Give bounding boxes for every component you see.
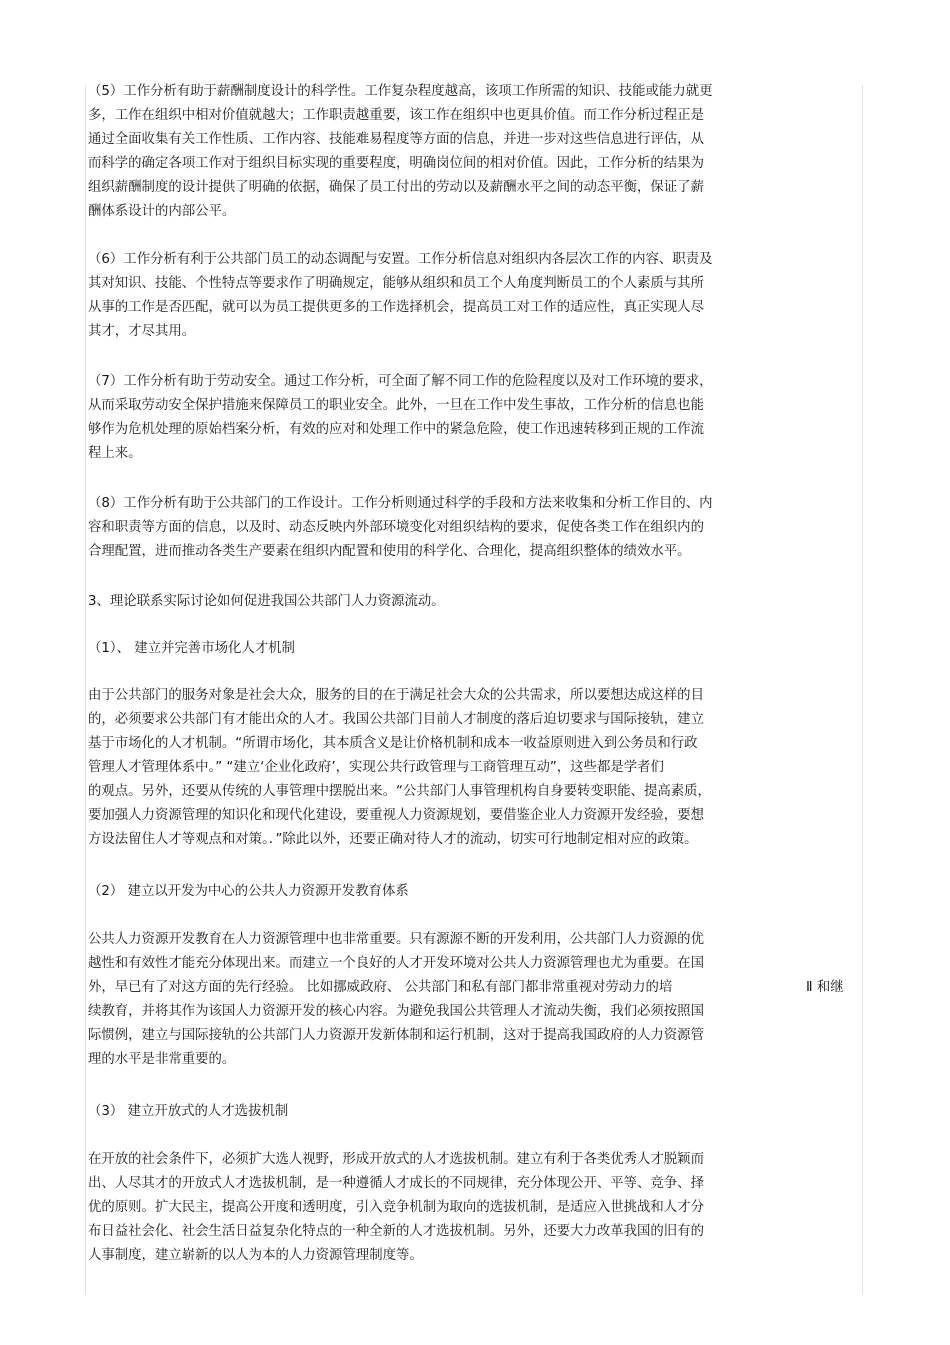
text-line: 管理人才管理体系中。” “建立‘企业化政府’，实现公共行政管理与工商管理互动”，这些都是学者们 [88,760,664,775]
text-line: 越性和有效性才能充分体现出来。而建立一个良好的人才开发环境对公共人力资源管理也尤为重要。在国 [88,956,704,971]
text-line: 理的水平是非常重要的。 [88,1052,236,1067]
paragraph-item-6 [88,248,798,344]
text-line: 其才，才尽其用。 [88,324,196,339]
page-left-border [85,85,86,1295]
text-line: 通过全面收集有关工作性质、工作内容、技能难易程度等方面的信息，并进一步对这些信息进行评估，从 [88,132,704,147]
section-heading-1 [88,637,798,661]
section-body-1 [88,684,798,852]
paragraph-item-7 [88,370,798,466]
text-line: 外，早已有了对这方面的先行经验。 比如挪威政府、 公共部门和私有部门都非常重视对劳动力的培 [88,980,673,995]
text-line: 合理配置，进而推动各类生产要素在组织内配置和使用的科学化、合理化，提高组织整体的绩效水平。 [88,544,691,559]
text-line: 方设法留住人才等观点和对策。．”除此以外，还要正确对待人才的流动，切实可行地制定相对应的政策。 [88,832,698,847]
text-line: （8）工作分析有助于公共部门的工作设计。工作分析则通过科学的手段和方法来收集和分析工作目的、内 [88,496,713,511]
text-line: （5）工作分析有助于薪酬制度设计的科学性。工作复杂程度越高，该项工作所需的知识、技能或能力就更 [88,84,713,99]
text-line: 优的原则。扩大民主，提高公开度和透明度，引入竞争机制为取向的选拔机制，是适应入世挑战和人才分 [88,1200,704,1215]
text-line: 的，必须要求公共部门有才能出众的人才。我国公共部门目前人才制度的落后迫切要求与国际接轨，建立 [88,712,704,727]
text-line: 际惯例，建立与国际接轨的公共部门人力资源开发新体制和运行机制，这对于提高我国政府的人力资源管 [88,1028,704,1043]
section-body-2 [88,928,798,1072]
text-line: （1）、 建立并完善市场化人才机制 [88,641,295,656]
text-line: 组织薪酬制度的设计提供了明确的依据，确保了员工付出的劳动以及薪酬水平之间的动态平衡，保证了薪 [88,180,704,195]
page-right-border [862,85,863,1295]
text-line: 出、人尽其才的开放式人才选拔机制，是一种遵循人才成长的不同规律，充分体现公开、平等、竞争、择 [88,1176,704,1191]
text-line: 的观点。另外，还要从传统的人事管理中摆脱出来。“公共部门人事管理机构自身要转变职能、提高素质， [88,784,711,799]
text-line: 在开放的社会条件下，必须扩大选人视野，形成开放式的人才选拔机制。建立有利于各类优秀人才脱颖而 [88,1152,704,1167]
text-line: 多，工作在组织中相对价值就越大；工作职责越重要，该工作在组织中也更具价值。而工作分析过程正是 [88,108,704,123]
text-line: （6）工作分析有利于公共部门员工的动态调配与安置。工作分析信息对组织内各层次工作的内容、职责及 [88,252,713,267]
paragraph-item-8 [88,492,798,564]
text-line: 人事制度，建立崭新的以人为本的人力资源管理制度等。 [88,1248,423,1263]
text-line: 布日益社会化、社会生活日益复杂化特点的一种全新的人才选拔机制。另外，还要大力改革我国的旧有的 [88,1224,704,1239]
text-line: 从而采取劳动安全保护措施来保障员工的职业安全。此外，一旦在工作中发生事故，工作分析的信息也能 [88,398,704,413]
text-line: 续教育，并将其作为该国人力资源开发的核心内容。为避免我国公共管理人才流动失衡，我们必须按照国 [88,1004,704,1019]
text-line: 公共人力资源开发教育在人力资源管理中也非常重要。只有源源不断的开发利用，公共部门人力资源的优 [88,932,704,947]
paragraph-item-5 [88,80,798,224]
text-line: （7）工作分析有助于劳动安全。通过工作分析，可全面了解不同工作的危险程度以及对工作环境的要求， [88,374,713,389]
text-line: 够作为危机处理的原始档案分析，有效的应对和处理工作中的紧急危险，使工作迅速转移到正规的工作流 [88,422,704,437]
text-line: 酬体系设计的内部公平。 [88,204,236,219]
text-line: 要加强人力资源管理的知识化和现代化建设，要重视人力资源规划，要借鉴企业人力资源开发经验，要想 [88,808,704,823]
section-heading-3 [88,1100,798,1124]
question-heading [88,590,798,614]
text-line: 基于市场化的人才机制。“所谓市场化，其本质含义是让价格机制和成本一收益原则进入到公务员和行政 [88,736,698,751]
text-line: 3、理论联系实际讨论如何促进我国公共部门人力资源流动。 [88,594,445,609]
margin-text-fragment: Ⅱ 和继 [806,980,844,995]
text-line: 由于公共部门的服务对象是社会大众，服务的目的在于满足社会大众的公共需求，所以要想达成这样的目 [88,688,704,703]
text-line: 程上来。 [88,446,142,461]
text-line: （3） 建立开放式的人才选拔机制 [88,1104,289,1119]
text-line: （2） 建立以开发为中心的公共人力资源开发教育体系 [88,884,409,899]
text-line: 其对知识、技能、个性特点等要求作了明确规定，能够从组织和员工个人角度判断员工的个人素质与其所 [88,276,704,291]
section-heading-2 [88,880,798,904]
text-line: 从事的工作是否匹配，就可以为员工提供更多的工作选择机会，提高员工对工作的适应性，真正实现人尽 [88,300,704,315]
section-body-3 [88,1148,798,1268]
text-line: 容和职责等方面的信息，以及时、动态反映内外部环境变化对组织结构的要求，促使各类工作在组织内的 [88,520,704,535]
text-line: 而科学的确定各项工作对于组织目标实现的重要程度，明确岗位间的相对价值。因此，工作分析的结果为 [88,156,704,171]
